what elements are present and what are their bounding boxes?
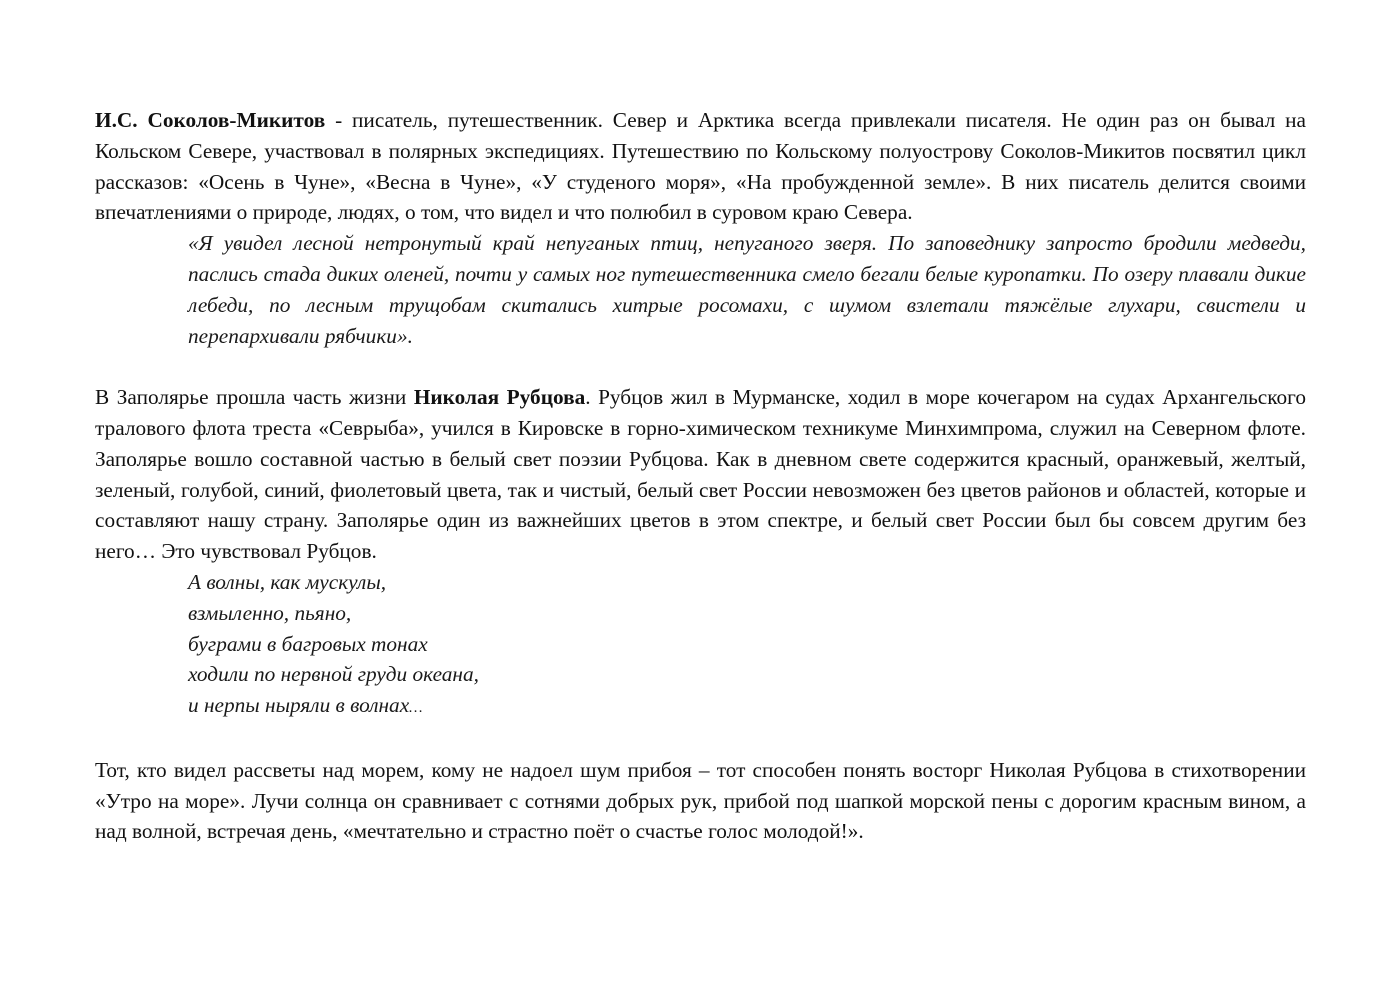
paragraph-spacer <box>95 351 1306 382</box>
author-name-sokolov-mikitov: И.С. Соколов-Микитов <box>95 108 326 132</box>
poem-line-last <box>188 690 1306 724</box>
poem-line: А волны, как мускулы, <box>188 569 387 594</box>
poem-line: взмыленно, пьяно, <box>188 600 352 625</box>
paragraph-text-before: В Заполярье прошла часть жизни <box>95 385 414 410</box>
paragraph-spacer <box>95 724 1306 755</box>
paragraph-rubtsov <box>95 382 1306 567</box>
poem-excerpt <box>188 567 1306 724</box>
document-page <box>95 105 1306 847</box>
paragraph-morning-at-sea: Тот, кто видел рассветы над морем, кому не надоел шум прибоя – тот способен понять восторг Николая Рубцова в стихотворении «Утро на море». Лучи солнца он сравнивает с сотнями добрых рук, прибой под шапкой морской пены с дорогим красным вином, а над волной, встречая день, «мечтательно и страстно поёт о счастье голос молодой!». <box>95 757 1306 844</box>
poem-line: и нерпы ныряли в волнах <box>188 693 410 718</box>
paragraph-text: - писатель, путешественник. Север и Арктика всегда привлекали писателя. Не один раз он бывал на Кольском Севере, участвовал в полярных экспедициях. Путешествию по Кольскому полуострову Соколов-Микитов посвятил цикл рассказов: «Осень в Чуне», «Весна в Чуне», «У студеного моря», «На пробужденной земле». В них писатель делится своими впечатлениями о природе, людях, о том, что видел и что полюбил в суровом краю Севера. <box>95 108 1306 225</box>
poem-ellipsis: … <box>409 700 423 717</box>
author-name-rubtsov: Николая Рубцова <box>413 385 586 410</box>
poem-line: буграми в багровых тонах <box>188 631 428 656</box>
quote-sokolov-mikitov: «Я увидел лесной нетронутый край непуганых птиц, непуганого зверя. По заповеднику запросто бродили медведи, паслись стада диких оленей, почти у самых ног путешественника смело бегали белые куропатки. По озеру плавали дикие лебеди, по лесным трущобам скитались хитрые росомахи, с шумом взлетали тяжёлые глухари, свистели и перепархивали рябчики». <box>188 231 1306 348</box>
poem-line: ходили по нервной груди океана, <box>188 662 479 687</box>
paragraph-text-after: . Рубцов жил в Мурманске, ходил в море кочегаром на судах Архангельского тралового флота треста «Севрыба», учился в Кировске в горно-химическом техникуме Минхимпрома, служил на Северном флоте. Заполярье вошло составной частью в белый свет поэзии Рубцова. Как в дневном свете содержится красный, оранжевый, желтый, зеленый, голубой, синий, фиолетовый цвета, так и чистый, белый свет России невозможен без цветов районов и областей, которые и составляют нашу страну. Заполярье один из важнейших цветов в этом спектре, и белый свет России был бы совсем другим без него… Это чувствовал Рубцов. <box>95 385 1307 564</box>
paragraph-sokolov-mikitov <box>95 105 1306 228</box>
